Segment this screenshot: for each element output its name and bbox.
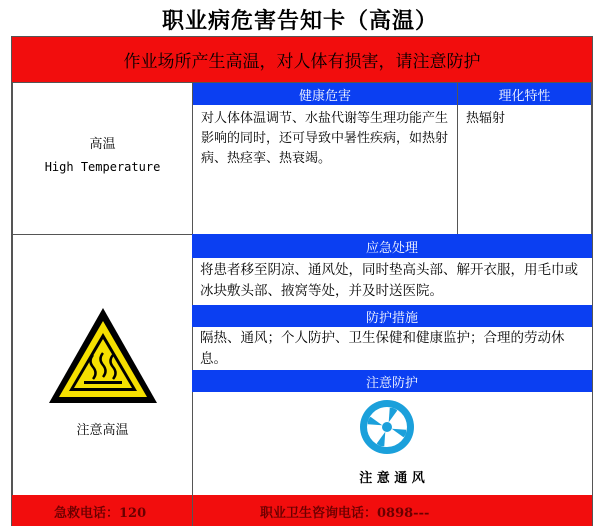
properties-cell: [457, 82, 592, 235]
page-title: 职业病危害告知卡（高温）: [161, 8, 438, 34]
hazard-name-cn: 高温: [89, 137, 116, 152]
properties-header: 理化特性: [458, 83, 591, 105]
ventilation-label: 注 意 通 风: [359, 471, 425, 486]
footer-bar: [12, 495, 592, 526]
consult-phone: 职业卫生咨询电话：0898---: [260, 506, 430, 521]
emergency-text: 将患者移至阴凉、通风处，同时垫高头部、解开衣服，用毛巾或冰块敷头部、掖窝等处，并及时送医院。: [200, 262, 578, 299]
hazard-name-cell: [12, 82, 193, 235]
properties-text: 热辐射: [466, 111, 506, 126]
protection-text: 隔热、通风；个人防护、卫生保健和健康监护；合理的劳动休息。: [200, 330, 565, 367]
warning-sign-cell: [12, 234, 193, 496]
high-temperature-warning-icon: [46, 305, 160, 407]
notice-card: [11, 36, 593, 526]
health-hazard-header: 健康危害: [193, 83, 457, 105]
emergency-phone: 急救电话：120: [54, 506, 147, 521]
hazard-name-en: High Temperature: [44, 160, 161, 174]
emergency-header: 应急处理: [192, 234, 592, 258]
protection-header: 防护措施: [192, 305, 592, 327]
warning-header: 作业场所产生高温，对人体有损害，请注意防护: [12, 37, 592, 82]
ventilation-fan-icon: [359, 399, 415, 455]
footer-divider: [192, 495, 193, 526]
warning-sign-label: 注意高温: [76, 423, 129, 438]
attention-header: 注意防护: [192, 370, 592, 392]
health-hazard-cell: [192, 82, 458, 235]
health-hazard-text: 对人体体温调节、水盐代谢等生理功能产生影响的同时，还可导致中暑性疾病，如热射病、热痉挛、热衰竭。: [201, 111, 449, 166]
